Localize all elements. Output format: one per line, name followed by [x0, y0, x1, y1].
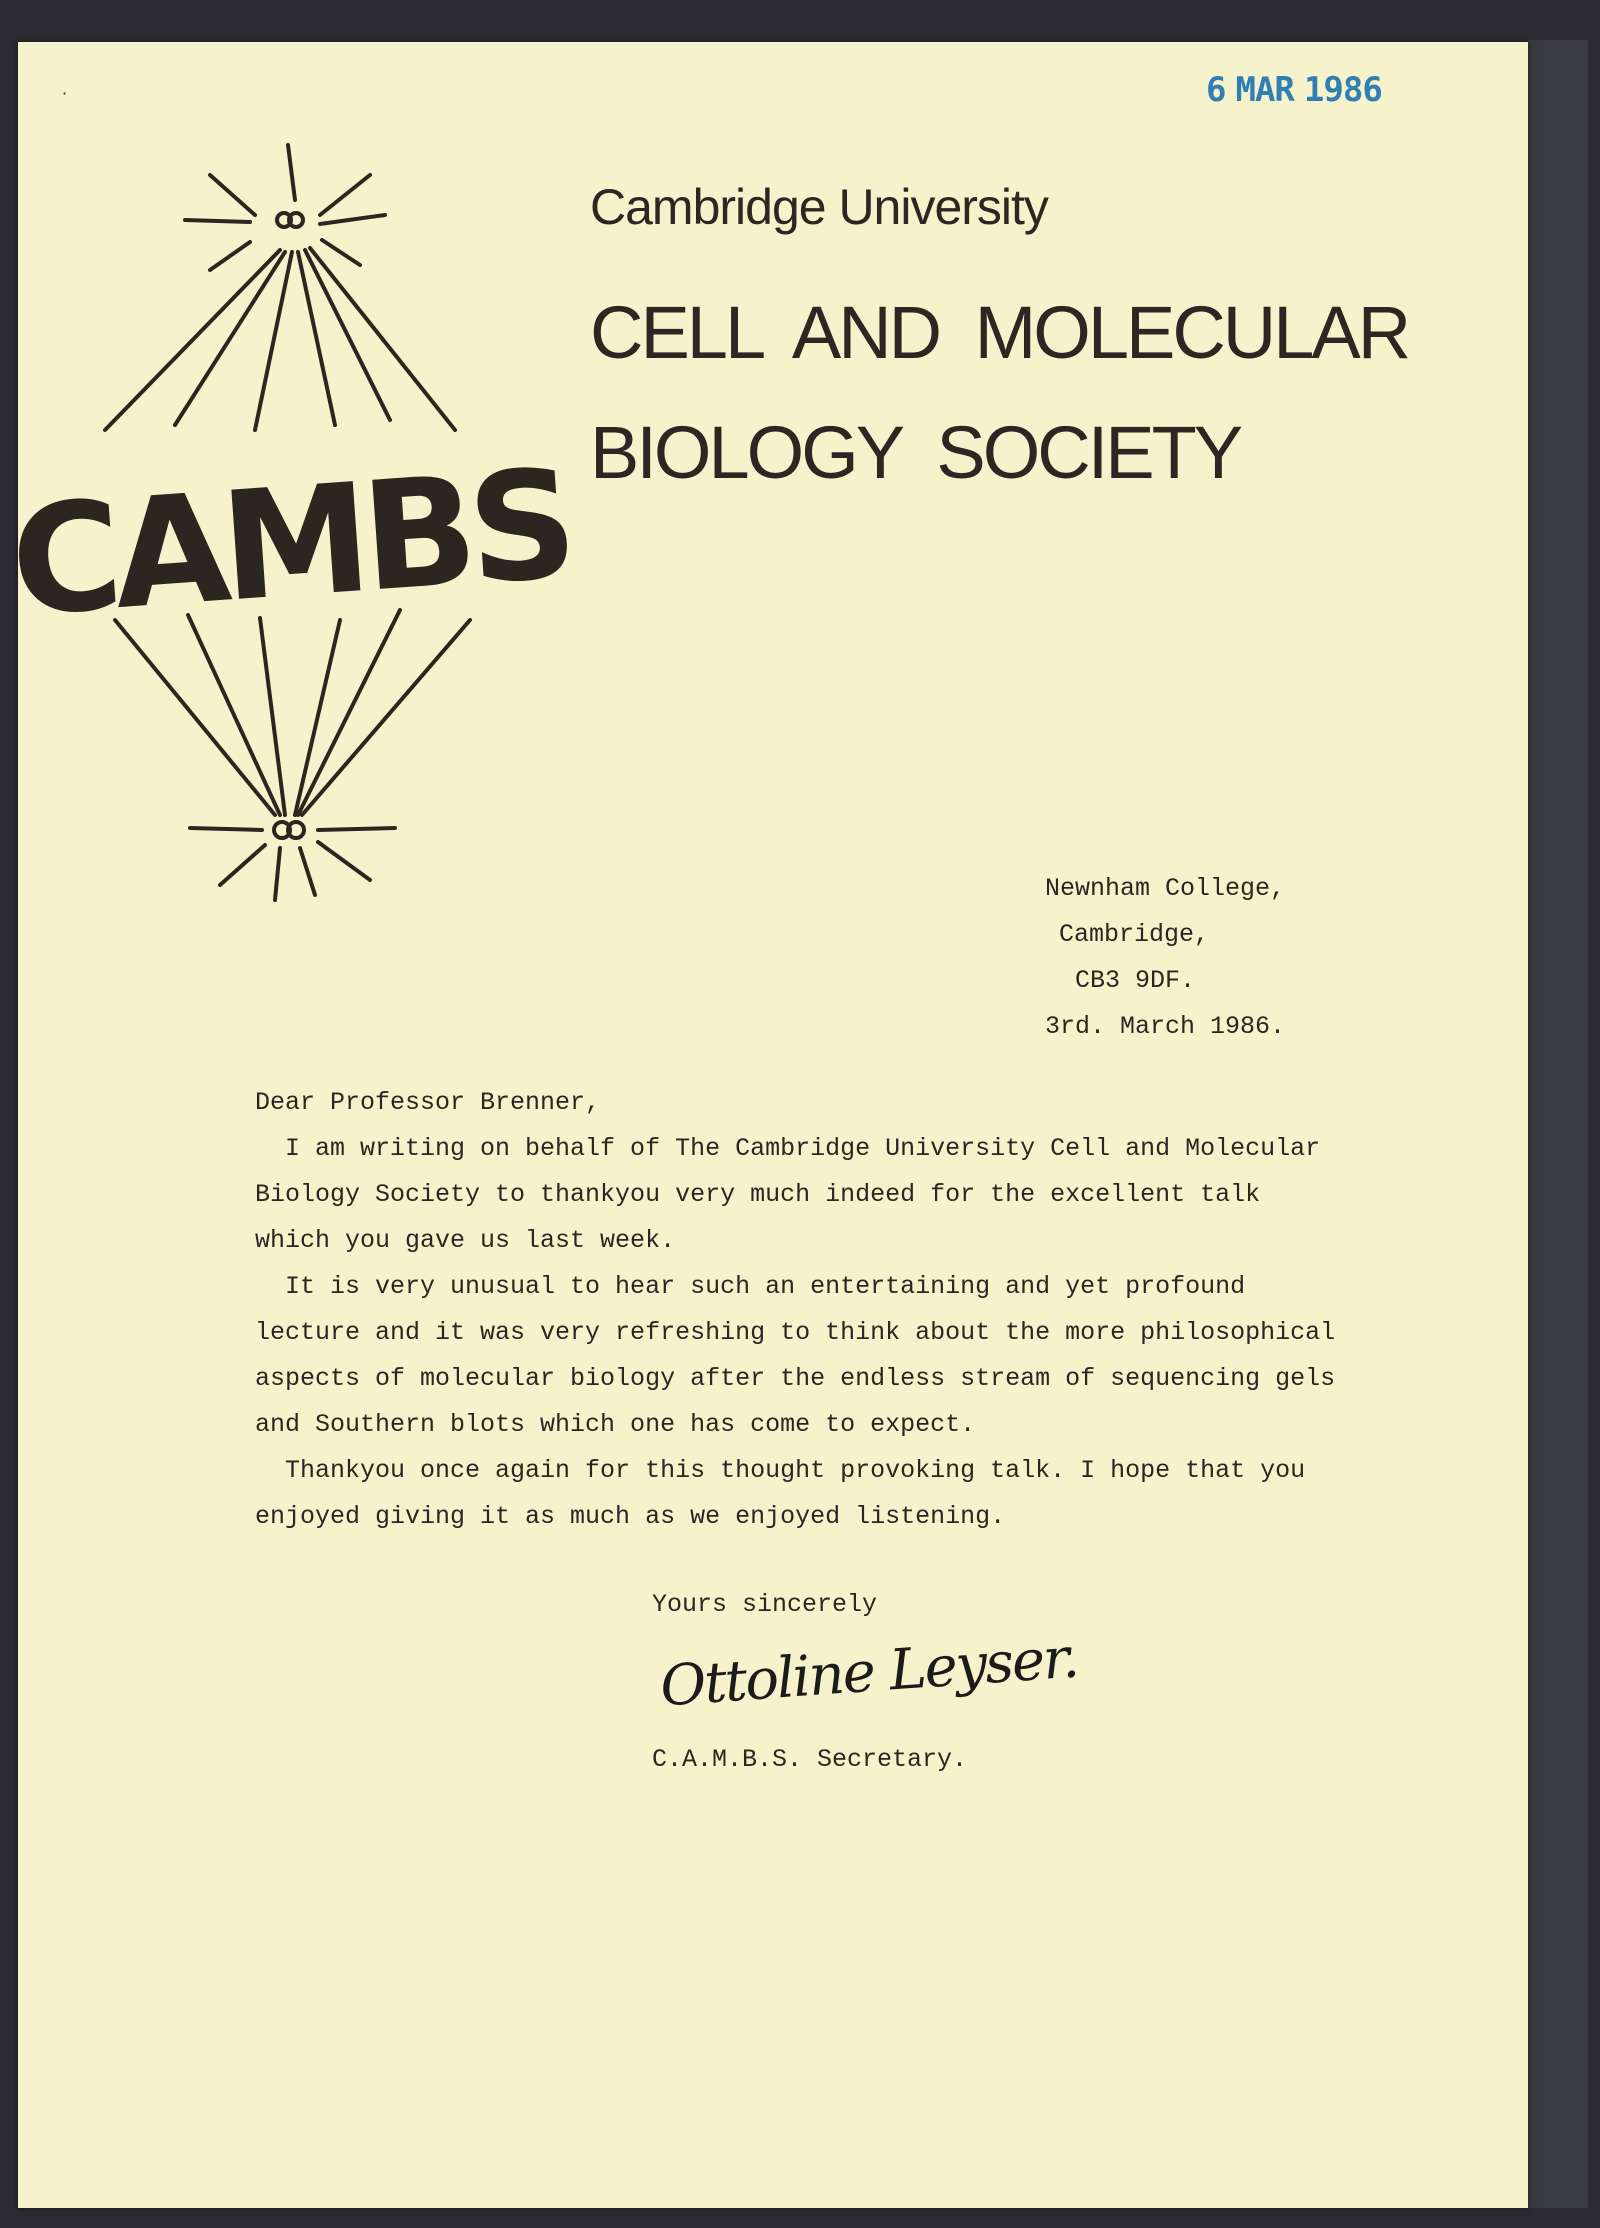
- closing: Yours sincerely: [652, 1590, 878, 1619]
- body-line: Thankyou once again for this thought provoking talk. I hope that you: [255, 1456, 1306, 1485]
- stamp-month: MAR: [1235, 70, 1294, 110]
- body-line: and Southern blots which one has come to expect.: [255, 1410, 976, 1439]
- body-line: which you gave us last week.: [255, 1226, 676, 1255]
- stamp-year: 1986: [1303, 70, 1382, 110]
- logo-text: CAMBS: [5, 437, 575, 651]
- background-edge: [1528, 40, 1588, 2208]
- society-title-line1: CELL AND MOLECULAR: [590, 291, 1409, 374]
- signatory-role: C.A.M.B.S. Secretary.: [652, 1745, 968, 1774]
- date-stamp: [1206, 70, 1382, 110]
- address-line1: Newnham College,: [1045, 874, 1286, 903]
- cambs-logo: [5, 140, 575, 920]
- body-line: enjoyed giving it as much as we enjoyed listening.: [255, 1502, 1006, 1531]
- address-line2: Cambridge,: [1059, 920, 1210, 949]
- stamp-day: 6: [1206, 70, 1226, 110]
- university-name: Cambridge University: [590, 179, 1048, 235]
- letter-date: 3rd. March 1986.: [1045, 1012, 1286, 1041]
- corner-mark: ·: [62, 84, 68, 103]
- body-line: Biology Society to thankyou very much indeed for the excellent talk: [255, 1180, 1261, 1209]
- salutation: Dear Professor Brenner,: [255, 1088, 601, 1117]
- body-line: It is very unusual to hear such an entertaining and yet profound: [255, 1272, 1246, 1301]
- society-title-line2: BIOLOGY SOCIETY: [590, 411, 1241, 494]
- body-line: lecture and it was very refreshing to think about the more philosophical: [255, 1318, 1336, 1347]
- body-line: aspects of molecular biology after the endless stream of sequencing gels: [255, 1364, 1336, 1393]
- address-postcode: CB3 9DF.: [1075, 966, 1196, 995]
- handwritten-signature: Ottoline Leyser.: [658, 1625, 1080, 1720]
- body-line: I am writing on behalf of The Cambridge University Cell and Molecular: [255, 1134, 1321, 1163]
